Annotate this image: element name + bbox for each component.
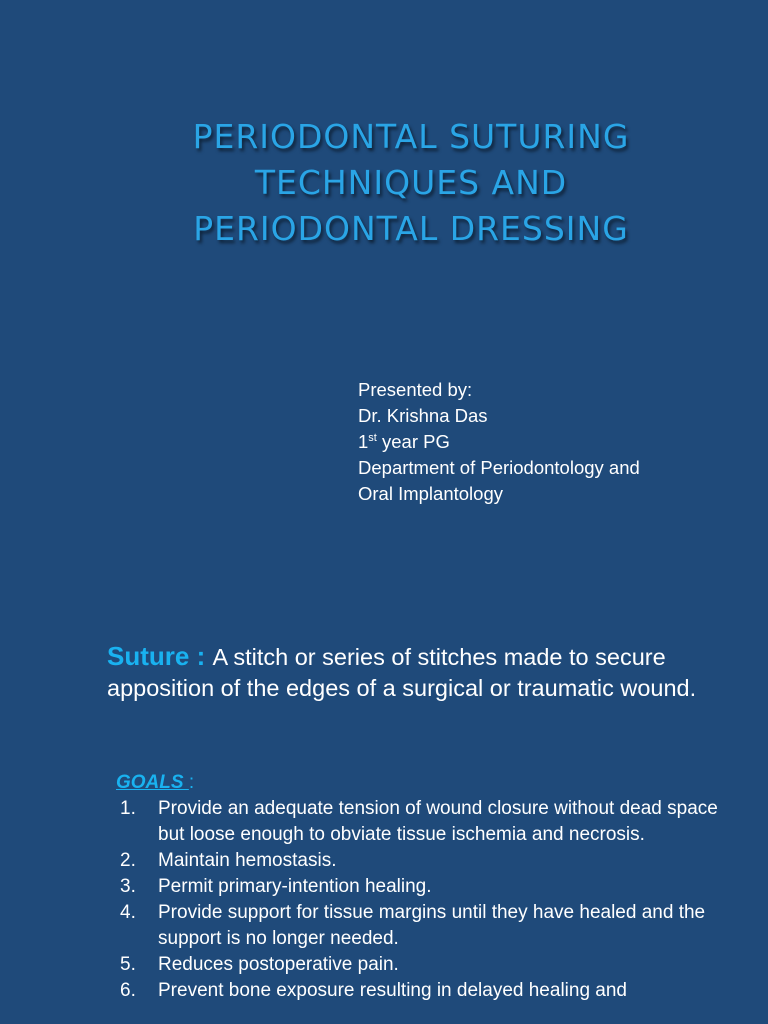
department-line-1: Department of Periodontology and <box>358 457 640 478</box>
item-text: Provide support for tissue margins until they have healed and the support is no longer needed. <box>158 902 706 949</box>
goals-heading: GOALS <box>116 772 189 793</box>
suture-definition <box>107 641 707 704</box>
item-number: 1. <box>120 798 136 819</box>
item-number: 3. <box>120 876 136 897</box>
list-item <box>115 978 735 1004</box>
item-text: Prevent bone exposure resulting in delayed healing and <box>158 980 627 1001</box>
item-text: Reduces postoperative pain. <box>158 954 399 975</box>
item-number: 4. <box>120 902 136 923</box>
title-line-3: PERIODONTAL DRESSING <box>193 209 629 248</box>
goals-colon: : <box>188 772 195 793</box>
title-line-2: TECHNIQUES AND <box>254 163 568 202</box>
year-number: 1 <box>358 431 369 452</box>
goals-list <box>115 796 735 1004</box>
presenter-name: Dr. Krishna Das <box>358 405 488 426</box>
item-number: 5. <box>120 954 136 975</box>
presented-by-label: Presented by: <box>358 379 473 400</box>
presenter-info <box>358 377 640 507</box>
item-number: 6. <box>120 980 136 1001</box>
year-text: year PG <box>376 431 450 452</box>
presenter-year <box>358 429 640 455</box>
definition-text: A stitch or series of stitches made to secure apposition of the edges of a surgical or traumatic wound. <box>107 644 697 701</box>
department-line-2: Oral Implantology <box>358 483 503 504</box>
item-text: Maintain hemostasis. <box>158 850 337 871</box>
item-text: Permit primary-intention healing. <box>158 876 432 897</box>
list-item <box>115 848 735 874</box>
goals-section <box>115 770 735 1004</box>
list-item <box>115 796 735 848</box>
title-line-1: PERIODONTAL SUTURING <box>192 117 630 156</box>
list-item <box>115 900 735 952</box>
definition-term: Suture : <box>107 641 213 671</box>
list-item <box>115 874 735 900</box>
year-suffix: st <box>368 432 377 444</box>
item-text: Provide an adequate tension of wound closure without dead space but loose enough to obviate tissue ischemia and necrosis. <box>158 798 718 845</box>
item-number: 2. <box>120 850 136 871</box>
slide-title <box>0 114 768 252</box>
list-item <box>115 952 735 978</box>
goals-header <box>115 770 735 796</box>
